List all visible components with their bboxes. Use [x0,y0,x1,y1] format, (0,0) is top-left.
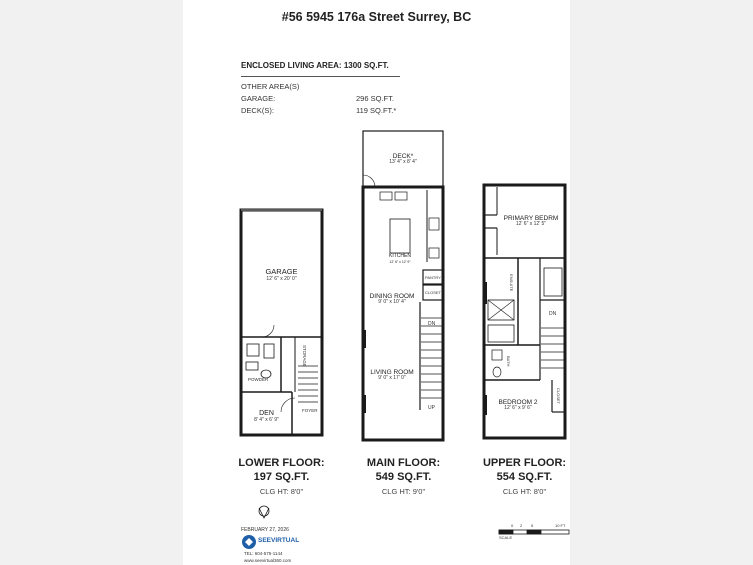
room-primary-name: PRIMARY BEDRM [503,215,559,222]
scale-tick-2: 5 [531,523,534,528]
room-pantry: PANTRY [425,275,441,280]
brand-name: SEEVIRTUAL [258,537,300,544]
room-deck-name: DECK* [392,153,414,160]
room-den [241,410,292,424]
stairs-up-main: UP [428,405,435,411]
room-den-name: DEN [259,410,274,417]
room-living-dims: 9' 0" x 17' 0" [378,375,406,382]
north-arrow [259,506,269,518]
room-primary-dims: 12' 6" x 12' 5" [515,221,547,228]
plan-date: FEBRUARY 27, 2026 [241,527,289,533]
room-den-dims: 8' 4" x 6' 9" [254,417,279,424]
room-garage-name: GARAGE [265,267,298,276]
room-kitchen-dims: 12' 6" x 12' 9" [389,259,411,264]
property-address: #56 5945 176a Street Surrey, BC [281,10,472,24]
room-storage: STORAGE [302,345,307,367]
garage-area-value: 296 SQ.FT. [356,94,394,103]
brand-website: www.seevirtual360.com [244,558,292,563]
floor-main-name: MAIN FLOOR: [366,457,441,469]
deck-area-value: 119 SQ.FT.* [356,106,397,115]
stairs-down-main: DN [428,321,436,327]
floor-lower-ceiling: CLG HT: 8'0" [259,487,304,496]
room-garage-dims: 12' 6" x 20' 0" [266,275,297,282]
brand-phone: TEL: 604-575-1144 [244,551,283,556]
room-closet-upper: CLOSET [556,388,561,405]
room-kitchen [383,254,417,264]
main-floor-plan [362,131,443,440]
room-bedroom2-dims: 12' 6" x 9' 6" [504,405,532,412]
deck-area-label: DECK(S): [241,106,274,115]
room-primary [497,215,565,228]
room-kitchen-name: KITCHEN [389,253,411,259]
room-dining-name: DINING ROOM [369,293,415,300]
floor-upper-name: UPPER FLOOR: [482,457,567,469]
room-powder: POWDER [248,377,269,382]
scale-tick-1: 2 [520,523,523,528]
room-dining [363,293,421,306]
floor-lower-area: 197 SQ.FT. [253,471,310,483]
scale-label: SCALE [499,535,513,540]
room-bedroom2 [484,399,552,412]
room-living-name: LIVING ROOM [370,369,414,376]
floor-lower-name: LOWER FLOOR: [238,457,325,469]
room-deck-dims: 13' 4" x 8' 4" [389,159,417,166]
lower-floor-plan [241,210,322,435]
stairs-down-upper: DN [549,311,557,317]
floor-main-ceiling: CLG HT: 9'0" [381,487,426,496]
floor-upper-area: 554 SQ.FT. [496,471,553,483]
scale-tick-3: 10 FT [555,523,566,528]
room-ensuite: ENSUITE [509,274,514,292]
enclosed-area-label: ENCLOSED LIVING AREA: 1300 SQ.FT. [241,61,389,70]
room-bedroom2-name: BEDROOM 2 [498,399,538,406]
room-garage [241,268,322,282]
scale-bar [499,530,569,534]
room-closet-main: CLOSET [425,290,442,295]
room-foyer: FOYER [302,408,318,413]
floor-main-area: 549 SQ.FT. [375,471,432,483]
room-bath: BATH [506,356,511,367]
room-deck [363,153,443,166]
other-areas-label: OTHER AREA(S) [241,82,300,91]
scale-tick-0: 0 [511,523,514,528]
garage-area-label: GARAGE: [241,94,276,103]
floor-upper-ceiling: CLG HT: 8'0" [502,487,547,496]
brand-logo [242,535,256,549]
room-dining-dims: 9' 0" x 10' 4" [378,299,406,306]
room-living [363,369,421,382]
